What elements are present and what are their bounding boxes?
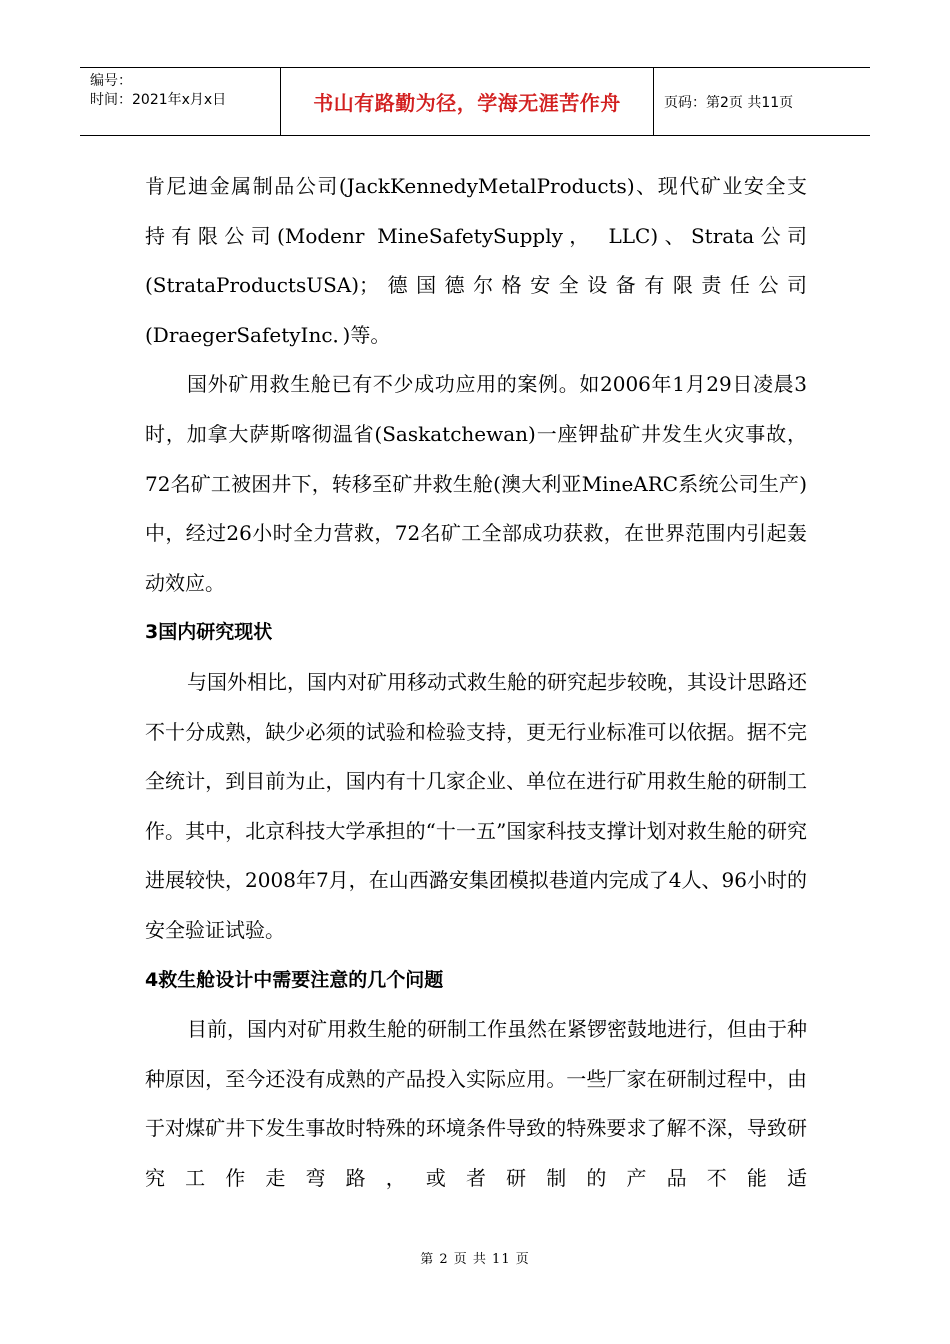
header-page-number: 页码：第2页 共11页 xyxy=(664,94,794,111)
header-motto: 书山有路勤为径，学海无涯苦作舟 xyxy=(281,68,654,135)
page-footer: 第 2 页 共 11 页 xyxy=(420,1252,530,1267)
paragraph-line: 肯尼迪金属制品公司(JackKennedyMetalProducts)、现代矿业安全支 xyxy=(145,174,807,198)
paragraph-cases: 国外矿用救生舱已有不少成功应用的案例。如2006年1月29日凌晨3时，加拿大萨斯喀彻温省(Saskatchewan)一座钾盐矿井发生火灾事故，72名矿工被困井下，转移至矿井救生舱(澳大利亚MineARC系统公司生产)中，经过26小时全力营救，72名矿工全部成功获救，在世界范围内引起轰动效应。 xyxy=(145,372,807,595)
paragraph-line: 持有限公司(Modenr MineSafetySupply， LLC)、Strata公司 xyxy=(145,223,807,248)
paragraph-line: (DraegerSafetyInc．)等。 xyxy=(145,322,391,347)
header-meta xyxy=(80,68,281,135)
paragraph-line: (StrataProductsUSA)；德国德尔格安全设备有限责任公司 xyxy=(145,273,807,298)
document-body xyxy=(145,162,807,1203)
section-heading-3: 3国内研究现状 xyxy=(145,621,273,644)
document-number: 编号： xyxy=(90,73,132,89)
document-date: 时间：2021年x月x日 xyxy=(90,92,227,108)
paragraph-domestic-research: 与国外相比，国内对矿用移动式救生舱的研究起步较晚，其设计思路还不十分成熟，缺少必须的试验和检验支持，更无行业标准可以依据。据不完全统计，到目前为止，国内有十几家企业、单位在进行矿用救生舱的研制工作。其中，北京科技大学承担的“十一五”国家科技支撑计划对救生舱的研究进展较快，2008年7月，在山西潞安集团模拟巷道内完成了4人、96小时的安全验证试验。 xyxy=(145,669,807,942)
section-heading-4: 4救生舱设计中需要注意的几个问题 xyxy=(145,968,444,991)
page-header xyxy=(80,67,870,136)
paragraph-design-issues: 目前，国内对矿用救生舱的研制工作虽然在紧锣密鼓地进行，但由于种种原因，至今还没有成熟的产品投入实际应用。一些厂家在研制过程中，由于对煤矿井下发生事故时特殊的环境条件导致的特殊要求了解不深，导致研究工作走弯路，或者研制的产品不能适 xyxy=(145,1017,807,1190)
